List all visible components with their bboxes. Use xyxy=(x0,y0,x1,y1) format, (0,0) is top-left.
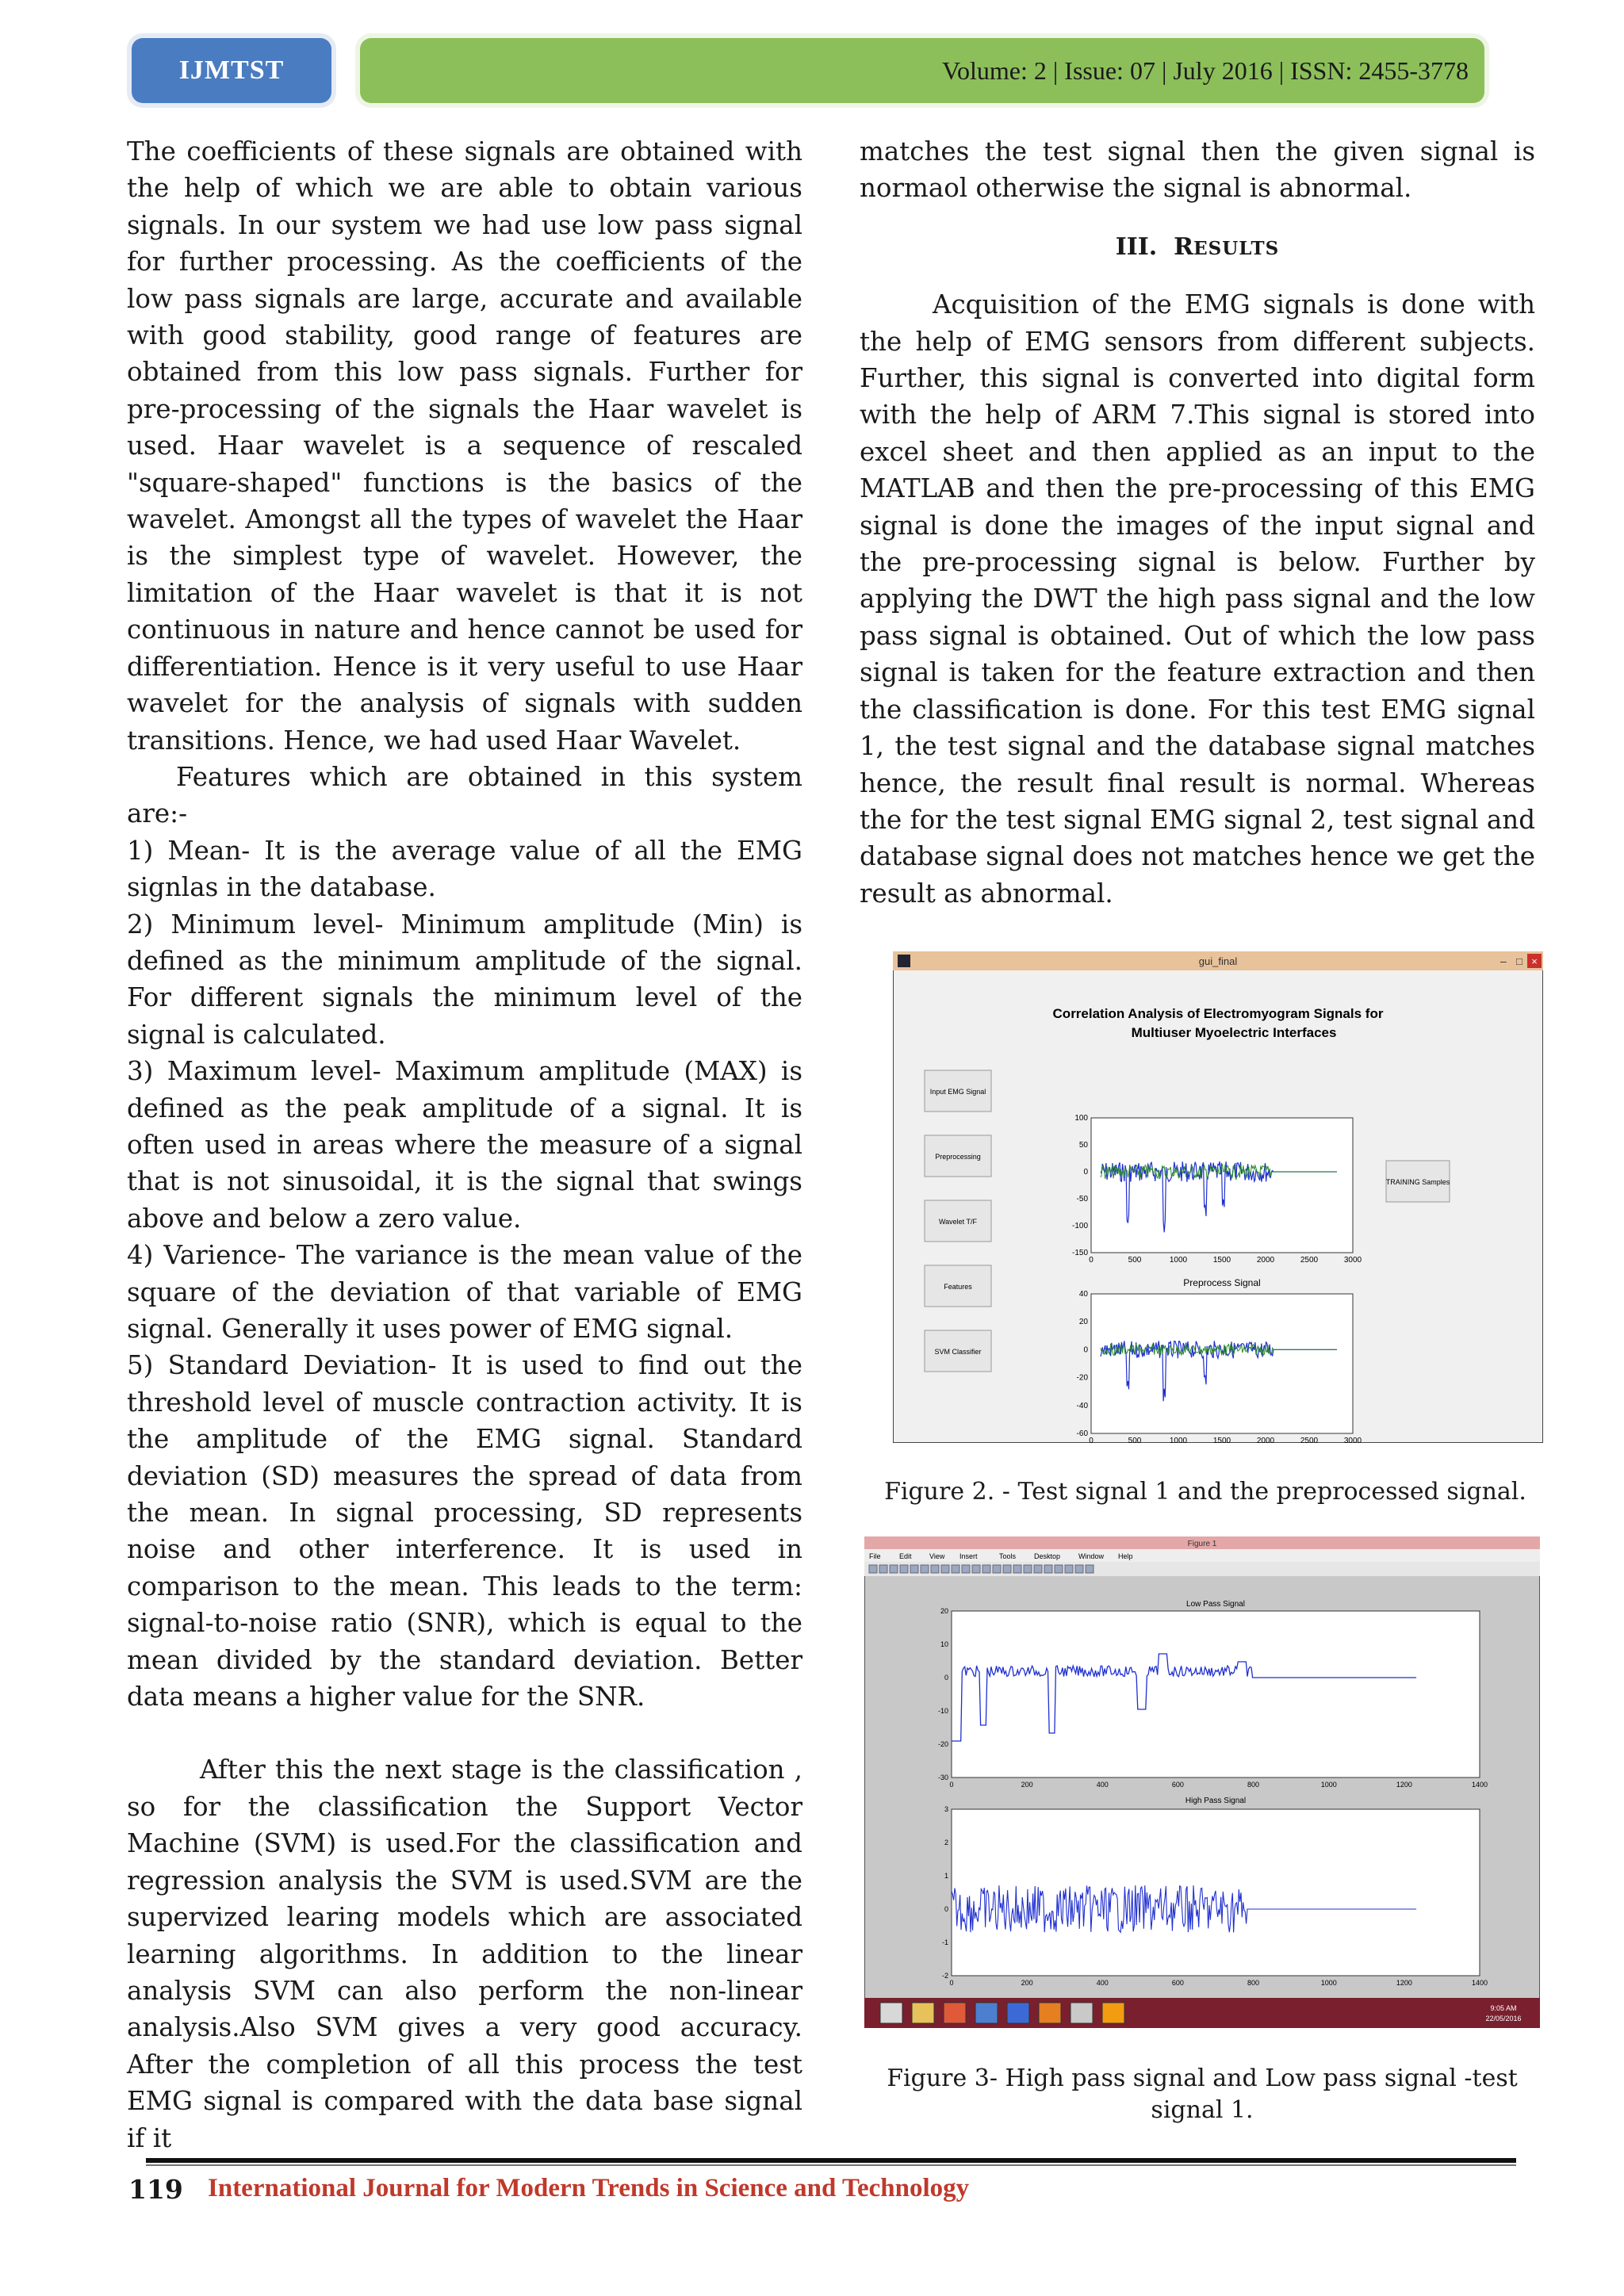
y-tick-label: 0 xyxy=(944,1905,948,1913)
x-tick-label: 2000 xyxy=(1256,1256,1275,1265)
figure-2-caption: Figure 2. - Test signal 1 and the preprocessed signal. xyxy=(884,1478,1526,1506)
x-tick-label: 800 xyxy=(1247,1781,1260,1789)
taskbar-app-icon[interactable] xyxy=(912,2003,934,2023)
toolbar-button[interactable] xyxy=(879,1565,887,1573)
feature-item: 5) Standard Deviation- It is used to find out the threshold level of muscle contraction activity. It is the amplitude of the EMG signal. Standard deviation (SD) measures the spread of data from the mean. In signal processing, SD represents noise and other interference. It is used in comparison to the mean. This leads to the term: signal-to-noise ratio (SNR), which is equal to the mean divided by the standard deviation. Better data means a higher value for the SNR. xyxy=(127,1350,802,1712)
menu-item[interactable]: View xyxy=(929,1552,945,1560)
y-tick-label: 0 xyxy=(1083,1168,1088,1177)
left-column xyxy=(127,133,802,2156)
feature-item: 3) Maximum level- Maximum amplitude (MAX) is defined as the peak amplitude of a signal. It is often used in areas where the measure of a signal that is not sinusoidal, it is the signal that swings above and below a zero value. xyxy=(127,1056,802,1234)
taskbar-app-icon[interactable] xyxy=(944,2003,966,2023)
menu-item[interactable]: File xyxy=(869,1552,881,1560)
taskbar-app-icon[interactable] xyxy=(1102,2003,1124,2023)
x-tick-label: 1400 xyxy=(1471,1781,1488,1789)
svg-text:Figure 1: Figure 1 xyxy=(1187,1540,1217,1548)
menu-bar[interactable] xyxy=(869,1552,1133,1560)
gui-button-label: Wavelet T/F xyxy=(938,1218,978,1226)
taskbar-app-icon[interactable] xyxy=(1039,2003,1061,2023)
x-tick-label: 0 xyxy=(949,1781,954,1789)
x-tick-label: 2500 xyxy=(1300,1256,1319,1265)
x-tick-label: 0 xyxy=(949,1979,954,1987)
svg-text:Low Pass Signal: Low Pass Signal xyxy=(1186,1600,1245,1609)
svg-text:Preprocess Signal: Preprocess Signal xyxy=(1183,1277,1261,1288)
y-tick-label: 40 xyxy=(1078,1290,1088,1299)
taskbar-app-icon[interactable] xyxy=(975,2003,998,2023)
footer-rule xyxy=(146,2158,1516,2163)
y-tick-label: 1 xyxy=(944,1872,948,1880)
gui-button-label: Input EMG Signal xyxy=(929,1088,986,1096)
figure-2 xyxy=(893,951,1543,1443)
x-tick-label: 1200 xyxy=(1396,1781,1412,1789)
y-tick-label: 2 xyxy=(944,1839,948,1846)
toolbar-button[interactable] xyxy=(962,1565,970,1573)
toolbar-button[interactable] xyxy=(952,1565,959,1573)
toolbar-button[interactable] xyxy=(1003,1565,1011,1573)
x-tick-label: 2000 xyxy=(1256,1437,1275,1443)
toolbar-button[interactable] xyxy=(910,1565,918,1573)
feature-item: 4) Varience- The variance is the mean value of the square of the deviation of that variable of EMG signal. Generally it uses power of EMG signal. xyxy=(127,1240,802,1344)
y-tick-label: -20 xyxy=(937,1740,948,1748)
toolbar-button[interactable] xyxy=(1075,1565,1083,1573)
x-tick-label: 0 xyxy=(1089,1256,1094,1265)
svg-text:Multiuser Myoelectric Interfac: Multiuser Myoelectric Interfaces xyxy=(1131,1025,1337,1040)
figure-3-caption: Figure 3- High pass signal and Low pass signal -test signal 1. xyxy=(887,2064,1518,2124)
menu-item[interactable]: Desktop xyxy=(1034,1552,1061,1560)
toolbar-button[interactable] xyxy=(1034,1565,1042,1573)
paragraph: Acquisition of the EMG signals is done with the help of EMG sensors from different subjects. Further, this signal is converted into digital form with the help of ARM 7.This signal is stored into excel sheet and then applied as an input to the MATLAB and then the pre-processing of this EMG signal is done the images of the input signal and the pre-processing signal is below. Further by applying the DWT the high pass signal and the low pass signal is obtained. Out of which the low pass signal is taken for the feature extraction and then the classification is done. For this test EMG signal 1, the test signal and the database signal matches hence, the result final result is normal. Whereas the for the test signal EMG signal 2, test signal and database signal does not matches hence we get the result as abnormal. xyxy=(860,289,1535,909)
svg-text:gui_final: gui_final xyxy=(1198,955,1238,967)
journal-badge: IJMTST xyxy=(132,38,331,103)
y-tick-label: 20 xyxy=(1078,1318,1088,1327)
section-heading: III. RESULTS xyxy=(1115,232,1280,261)
toolbar-button[interactable] xyxy=(1055,1565,1063,1573)
y-tick-label: -1 xyxy=(941,1938,948,1946)
y-tick-label: -20 xyxy=(1076,1373,1088,1383)
menu-item[interactable]: Window xyxy=(1078,1552,1105,1560)
toolbar-button[interactable] xyxy=(993,1565,1001,1573)
taskbar-app-icon[interactable] xyxy=(1007,2003,1029,2023)
svg-text:9:05 AM: 9:05 AM xyxy=(1490,2004,1517,2012)
taskbar-app-icon[interactable] xyxy=(880,2003,902,2023)
toolbar-button[interactable] xyxy=(1013,1565,1021,1573)
svg-text:22/05/2016: 22/05/2016 xyxy=(1485,2015,1522,2022)
gui-button-label: Preprocessing xyxy=(935,1153,981,1161)
x-tick-label: 400 xyxy=(1096,1979,1109,1987)
menu-item[interactable]: Help xyxy=(1118,1552,1133,1560)
x-tick-label: 200 xyxy=(1021,1979,1033,1987)
y-tick-label: -150 xyxy=(1071,1249,1088,1257)
menu-item[interactable]: Tools xyxy=(999,1552,1017,1560)
y-tick-label: 50 xyxy=(1078,1141,1088,1150)
y-tick-label: 10 xyxy=(940,1640,948,1648)
toolbar-button[interactable] xyxy=(900,1565,908,1573)
y-tick-label: 20 xyxy=(940,1607,948,1615)
right-column xyxy=(860,133,1535,912)
toolbar-button[interactable] xyxy=(1086,1565,1094,1573)
x-tick-label: 1000 xyxy=(1320,1979,1337,1987)
y-tick-label: -60 xyxy=(1076,1429,1088,1438)
figure-3 xyxy=(864,1536,1540,2028)
toolbar-button[interactable] xyxy=(931,1565,939,1573)
y-tick-label: -10 xyxy=(937,1707,948,1715)
x-tick-label: 400 xyxy=(1096,1781,1109,1789)
x-tick-label: 1400 xyxy=(1471,1979,1488,1987)
toolbar-button[interactable] xyxy=(1065,1565,1073,1573)
x-tick-label: 800 xyxy=(1247,1979,1260,1987)
x-tick-label: 0 xyxy=(1089,1437,1094,1443)
gui-button-label: Features xyxy=(944,1283,972,1291)
paragraph: After this the next stage is the classification , so for the classification the Support Vector Machine (SVM) is used.For the classification and regression analysis the SVM is used.SVM are the supervized learing models which are associated learning algorithms. In addition to the linear analysis SVM can also perform the non-linear analysis.Also SVM gives a very good accuracy. After the completion of all this process the test EMG signal is compared with the data base signal if it xyxy=(127,1755,802,2153)
x-tick-label: 1000 xyxy=(1169,1437,1188,1443)
x-tick-label: 600 xyxy=(1171,1979,1184,1987)
gui-screenshot xyxy=(893,951,1543,1443)
x-tick-label: 1000 xyxy=(1320,1781,1337,1789)
y-tick-label: -100 xyxy=(1071,1222,1088,1230)
y-tick-label: -30 xyxy=(937,1774,948,1781)
taskbar-app-icon[interactable] xyxy=(1071,2003,1093,2023)
y-tick-label: 0 xyxy=(1083,1345,1088,1355)
y-tick-label: 3 xyxy=(944,1805,948,1813)
page-number: 119 xyxy=(128,2174,183,2205)
x-tick-label: 600 xyxy=(1171,1781,1184,1789)
toolbar-button[interactable] xyxy=(869,1565,877,1573)
y-tick-label: -2 xyxy=(941,1972,948,1980)
x-tick-label: 1500 xyxy=(1212,1437,1231,1443)
x-tick-label: 2500 xyxy=(1300,1437,1319,1443)
matlab-figure-screenshot xyxy=(864,1536,1540,2028)
svg-text:□: □ xyxy=(1516,955,1522,967)
svg-text:×: × xyxy=(1531,955,1538,967)
x-tick-label: 1000 xyxy=(1169,1256,1188,1265)
menu-item[interactable]: Insert xyxy=(959,1552,978,1560)
svg-text:Correlation Analysis of Electr: Correlation Analysis of Electromyogram Signals for xyxy=(1052,1006,1384,1021)
paragraph: Features which are obtained in this system are:- xyxy=(127,761,802,829)
toolbar-button[interactable] xyxy=(921,1565,929,1573)
footer-rule-thin xyxy=(146,2164,1516,2166)
x-tick-label: 500 xyxy=(1128,1256,1142,1265)
paragraph: matches the test signal then the given signal is normaol otherwise the signal is abnormal. xyxy=(860,136,1535,204)
feature-item: 1) Mean- It is the average value of all the EMG signlas in the database. xyxy=(127,835,802,903)
x-tick-label: 1200 xyxy=(1396,1979,1412,1987)
y-tick-label: -50 xyxy=(1076,1195,1088,1203)
x-tick-label: 3000 xyxy=(1343,1256,1362,1265)
gui-button-label: SVM Classifier xyxy=(934,1348,982,1356)
toolbar-button[interactable] xyxy=(890,1565,898,1573)
x-tick-label: 1500 xyxy=(1212,1256,1231,1265)
x-tick-label: 500 xyxy=(1128,1437,1142,1443)
toolbar-button[interactable] xyxy=(941,1565,949,1573)
x-tick-label: 3000 xyxy=(1343,1437,1362,1443)
toolbar-button[interactable] xyxy=(1044,1565,1052,1573)
y-tick-label: 100 xyxy=(1074,1114,1088,1123)
svg-text:–: – xyxy=(1500,955,1507,967)
menu-item[interactable]: Edit xyxy=(899,1552,912,1560)
toolbar-button[interactable] xyxy=(982,1565,990,1573)
y-tick-label: 0 xyxy=(944,1674,948,1682)
feature-item: 2) Minimum level- Minimum amplitude (Min) is defined as the minimum amplitude of the signal. For different signals the minimum level of the signal is calculated. xyxy=(127,909,802,1050)
toolbar-button[interactable] xyxy=(1024,1565,1032,1573)
training-samples-button[interactable]: TRAINING Samples xyxy=(1385,1178,1450,1186)
y-tick-label: -40 xyxy=(1076,1401,1088,1410)
paragraph: The coefficients of these signals are obtained with the help of which we are able to obtain various signals. In our system we had use low pass signal for further processing. As the coefficients of the low pass signals are large, accurate and available with good stability, good range of features are obtained from this low pass signals. Further for pre-processing of the signals the Haar wavelet is used. Haar wavelet is a sequence of rescaled "square-shaped" functions is the basics of the wavelet. Amongst all the types of wavelet the Haar is the simplest type of wavelet. However, the limitation of the Haar wavelet is that it is not continuous in nature and hence cannot be used for differentiation. Hence is it very useful to use Haar wavelet for the analysis of signals with sudden transitions. Hence, we had used Haar Wavelet. xyxy=(127,136,802,756)
footer-journal-name: International Journal for Modern Trends in Science and Technology xyxy=(208,2174,970,2202)
x-tick-label: 200 xyxy=(1021,1781,1033,1789)
toolbar-button[interactable] xyxy=(972,1565,980,1573)
issue-banner: Volume: 2 | Issue: 07 | July 2016 | ISSN: 2455-3778 xyxy=(360,38,1484,103)
svg-text:High Pass Signal: High Pass Signal xyxy=(1185,1797,1247,1805)
